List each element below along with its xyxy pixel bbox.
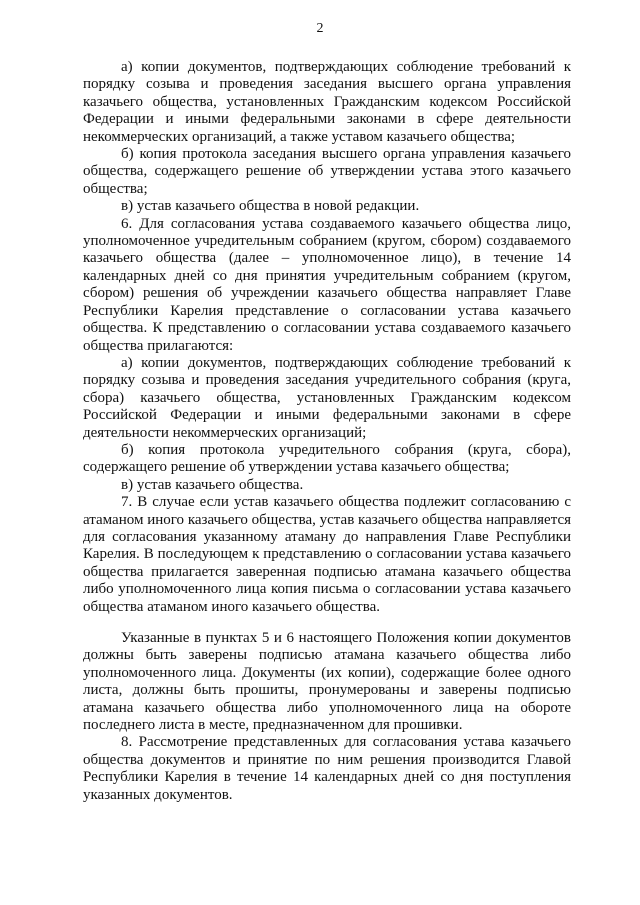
paragraph-5v: в) устав казачьего общества в новой редакции. (121, 198, 420, 215)
paragraph-6: 6. Для согласования устава создаваемого казачьего общества лицо, уполномоченное учредительным собранием (кругом, сбором) создаваемого казачьего общества (далее – уполномоченное лицо), в течение 14 календарных дней со дня принятия учредительным собранием (кругом, сбором) решения об учреждении казачьего общества направляет Главе Республики Карелия представление о согласовании устава казачьего общества. К представлению о согласовании устава создаваемого казачьего общества прилагаются: (83, 215, 571, 354)
page-number: 2 (316, 21, 324, 36)
paragraph-certification: Указанные в пунктах 5 и 6 настоящего Положения копии документов должны быть заверены подписью атамана казачьего общества либо уполномоченного лица. Документы (их копии), содержащие более одного листа, должны быть прошиты, пронумерованы и заверены подписью атамана казачьего общества либо уполномоченного лица на обороте последнего листа в месте, предназначенном для прошивки. (83, 630, 571, 734)
document-body (83, 59, 571, 804)
paragraph-5a: а) копии документов, подтверждающих соблюдение требований к порядку созыва и проведения заседания высшего органа управления казачьего общества, установленных Гражданским кодексом Российской Федерации и иными федеральными законами в сфере деятельности некоммерческих организаций, а также уставом казачьего общества; (83, 59, 571, 145)
paragraph-8: 8. Рассмотрение представленных для согласования устава казачьего общества документов и принятие по ним решения производится Главой Республики Карелия в течение 14 календарных дней со дня поступления указанных документов. (83, 734, 571, 803)
paragraph-7: 7. В случае если устав казачьего общества подлежит согласованию с атаманом иного казачьего общества, устав казачьего общества направляется для согласования указанному атаману до направления Главе Республики Карелия. В последующем к представлению о согласовании устава казачьего общества прилагается заверенная подписью атамана казачьего общества либо уполномоченного лица копия письма о согласовании устава казачьего общества атаманом иного казачьего общества. (83, 494, 571, 615)
paragraph-6v: в) устав казачьего общества. (121, 476, 304, 493)
paragraph-6a: а) копии документов, подтверждающих соблюдение требований к порядку созыва и проведения заседания учредительного собрания (круга, сбора) казачьего общества, установленных Гражданским кодексом Российской Федерации и иными федеральными законами в сфере деятельности некоммерческих организаций; (83, 354, 571, 441)
paragraph-5b: б) копия протокола заседания высшего органа управления казачьего общества, содержащего решение об утверждении устава этого казачьего общества; (83, 146, 571, 197)
paragraph-6b: б) копия протокола учредительного собрания (круга, сбора), содержащего решение об утверждении устава казачьего общества; (83, 441, 571, 476)
